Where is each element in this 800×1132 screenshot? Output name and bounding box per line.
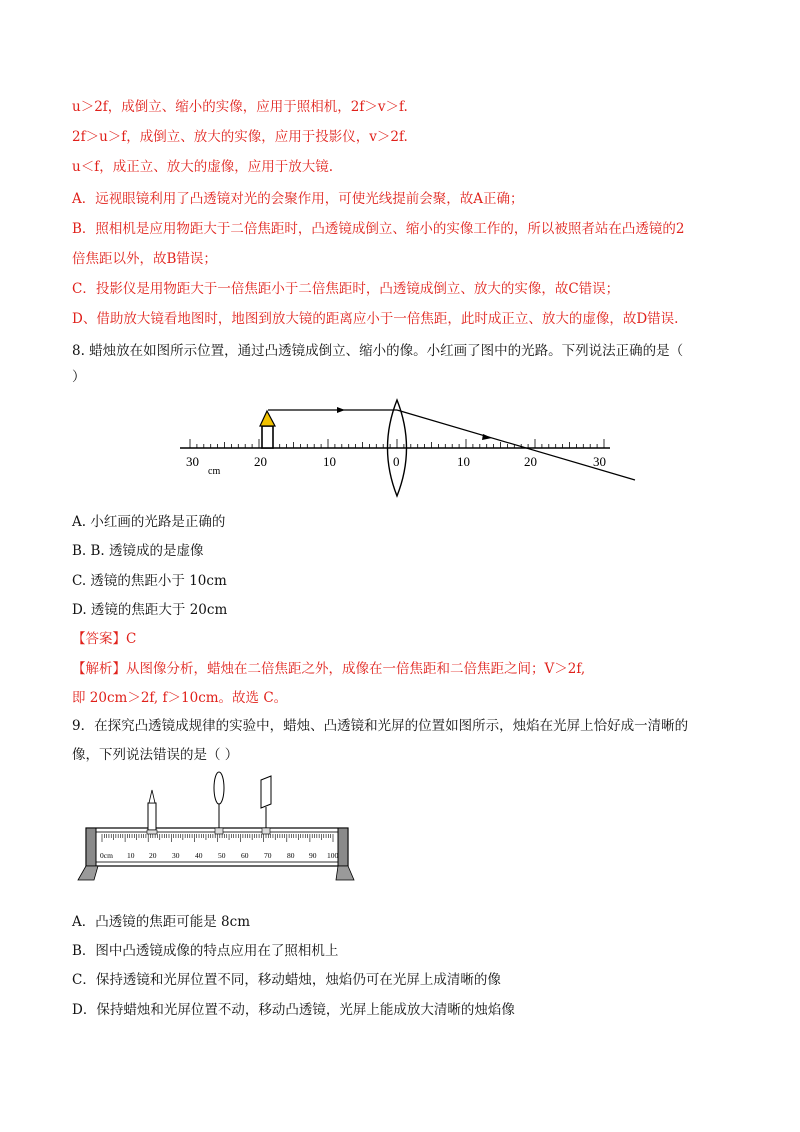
tick-label-20-right: 20 xyxy=(524,454,537,469)
tick-label-30-right: 30 xyxy=(593,454,606,469)
analysis-line-3: u＜f，成正立、放大的虚像，应用于放大镜. xyxy=(72,159,333,175)
tick-label-unit: cm xyxy=(208,466,221,477)
tick-label-30-left: 30 xyxy=(186,454,199,469)
q8-option-a: A. 小红画的光路是正确的 xyxy=(72,514,226,530)
q9-stem-line-1: 9．在探究凸透镜成规律的实验中，蜡烛、凸透镜和光屏的位置如图所示，烛焰在光屏上恰好成一清晰的 xyxy=(72,718,689,734)
tick-label-10-left: 10 xyxy=(323,454,336,469)
scale-label-90: 90 xyxy=(309,851,317,860)
analysis-label: 【解析】 xyxy=(72,661,126,677)
q9-stem-line-2: 像，下列说法错误的是（ ） xyxy=(72,747,239,763)
q8-option-d: D. 透镜的焦距大于 20cm xyxy=(72,602,228,618)
scale-label-30: 30 xyxy=(172,851,180,860)
scale-label-10: 10 xyxy=(127,851,135,860)
analysis-line-5: B．照相机是应用物距大于二倍焦距时，凸透镜成倒立、缩小的实像工作的，所以被照者站在凸透镜的2 xyxy=(72,221,685,237)
scale-label-20: 20 xyxy=(149,851,157,860)
scale-label-0: 0cm xyxy=(100,851,113,860)
q9-option-a: A．凸透镜的焦距可能是 8cm xyxy=(72,914,250,930)
answer-value: C xyxy=(126,631,137,647)
analysis-line-8: D、借助放大镜看地图时，地图到放大镜的距离应小于一倍焦距，此时成正立、放大的虚像，故D错误. xyxy=(72,311,679,327)
analysis-line-6: 倍焦距以外，故B错误； xyxy=(72,251,217,267)
q8-analysis xyxy=(72,660,585,678)
analysis-line-7: C．投影仪是用物距大于一倍焦距小于二倍焦距时，凸透镜成倒立、放大的实像，故C错误； xyxy=(72,281,620,297)
q8-answer xyxy=(72,630,136,648)
tick-label-10-right: 10 xyxy=(457,454,470,469)
analysis-text: 从图像分析，蜡烛在二倍焦距之外，成像在一倍焦距和二倍焦距之间；V＞2f, xyxy=(126,661,586,677)
tick-label-0: 0 xyxy=(393,454,400,469)
scale-label-100: 100 xyxy=(327,851,339,860)
scale-label-60: 60 xyxy=(241,851,249,860)
q8-stem-line-2: ） xyxy=(72,369,86,385)
analysis-line-2: 2f＞u＞f，成倒立、放大的实像，应用于投影仪，v＞2f. xyxy=(72,129,408,145)
scale-label-80: 80 xyxy=(287,851,295,860)
q9-optical-bench-figure xyxy=(72,770,362,882)
q8-option-b: B. B. 透镜成的是虚像 xyxy=(72,543,204,559)
q8-optics-figure xyxy=(180,398,640,498)
answer-label: 【答案】 xyxy=(72,631,126,647)
q9-option-c: C．保持透镜和光屏位置不同，移动蜡烛，烛焰仍可在光屏上成清晰的像 xyxy=(72,972,501,988)
analysis-line-1: u＞2f，成倒立、缩小的实像，应用于照相机，2f＞v＞f. xyxy=(72,99,408,115)
q9-option-d: D．保持蜡烛和光屏位置不动，移动凸透镜，光屏上能成放大清晰的烛焰像 xyxy=(72,1002,515,1018)
scale-label-40: 40 xyxy=(195,851,203,860)
scale-label-50: 50 xyxy=(218,851,226,860)
q8-analysis-line-2: 即 20cm＞2f, f＞10cm。故选 C。 xyxy=(72,690,288,706)
analysis-line-4: A．远视眼镜利用了凸透镜对光的会聚作用，可使光线提前会聚，故A正确； xyxy=(72,191,524,207)
scale-label-70: 70 xyxy=(264,851,272,860)
tick-label-20-left: 20 xyxy=(254,454,267,469)
q8-option-c: C. 透镜的焦距小于 10cm xyxy=(72,573,227,589)
q9-option-b: B．图中凸透镜成像的特点应用在了照相机上 xyxy=(72,943,339,959)
q8-stem-line-1: 8. 蜡烛放在如图所示位置，通过凸透镜成倒立、缩小的像。小红画了图中的光路。下列说法正确的是（ xyxy=(72,343,684,359)
